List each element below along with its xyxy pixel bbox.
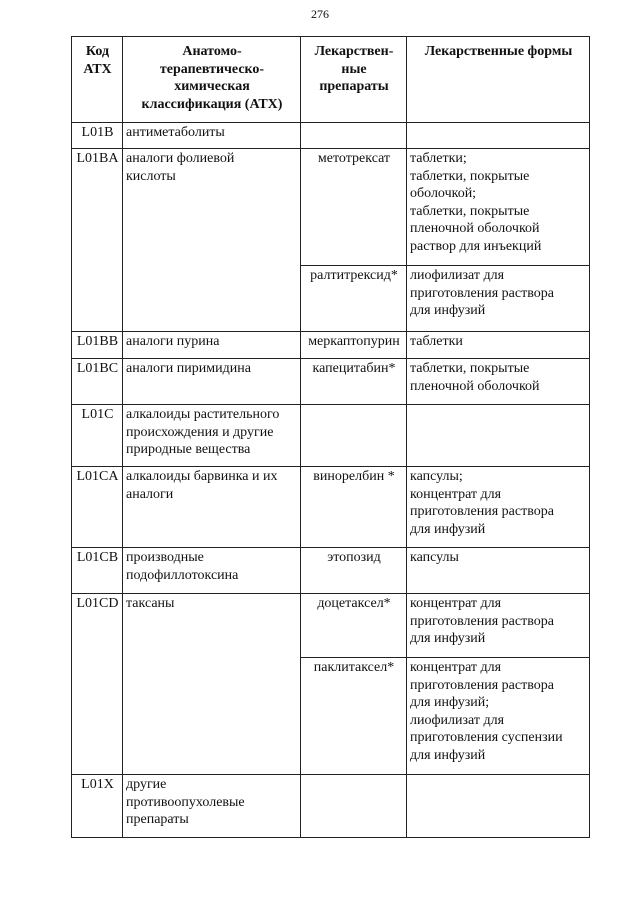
header-forms [407, 37, 590, 123]
table-row [72, 405, 590, 467]
cell-classification [123, 359, 301, 405]
cell-text-line: лиофилизат для [410, 268, 505, 283]
cell-text-line: капсулы; [410, 469, 463, 484]
cell-text-line: меркаптопурин [308, 334, 400, 349]
cell-text-line: приготовления раствора [410, 677, 554, 693]
cell-code: L01BB [72, 332, 123, 359]
cell-code: L01CD [72, 594, 123, 775]
cell-form [407, 775, 590, 838]
cell-text-line: химическая [174, 79, 250, 94]
cell-classification [123, 149, 301, 332]
cell-code: L01C [72, 405, 123, 467]
header-classification [123, 37, 301, 123]
cell-drug [301, 405, 407, 467]
cell-text-line: для инфузий [410, 521, 486, 537]
cell-text-line: для инфузий [410, 631, 486, 646]
cell-text-line: концентрат для [410, 660, 502, 675]
cell-text-line: природные вещества [126, 442, 251, 457]
cell-text-line: таблетки, покрытые [410, 361, 530, 376]
cell-text-line: для инфузий; [410, 695, 490, 710]
cell-form [407, 266, 590, 332]
cell-code: L01BC [72, 359, 123, 405]
cell-text-line: ные [341, 61, 367, 77]
header-drugs [301, 37, 407, 123]
cell-text-line: капсулы [410, 550, 459, 565]
cell-text-line: другие [126, 777, 167, 792]
cell-code: L01BA [72, 149, 123, 332]
cell-text-line: приготовления раствора [410, 504, 554, 519]
cell-text-line: оболочкой; [410, 186, 477, 201]
cell-drug [301, 266, 407, 332]
cell-form [407, 548, 590, 594]
cell-form [407, 405, 590, 467]
cell-text-line: Лекарственные формы [424, 44, 573, 59]
cell-classification [123, 332, 301, 359]
cell-text-line: концентрат для [410, 596, 502, 611]
cell-text-line: винорелбин * [313, 469, 395, 484]
table-row [72, 123, 590, 149]
cell-text-line: Анатомо- [182, 44, 242, 59]
cell-form [407, 149, 590, 266]
cell-text-line: раствор для инъекций [410, 238, 542, 254]
cell-code: L01CA [72, 467, 123, 548]
cell-text-line: производные [126, 550, 204, 565]
cell-text-line: приготовления раствора [410, 613, 554, 629]
cell-text-line: метотрексат [317, 151, 391, 166]
cell-form [407, 467, 590, 548]
cell-text-line: таблетки; [410, 151, 467, 166]
cell-form [407, 359, 590, 405]
cell-text-line: приготовления раствора [410, 285, 554, 301]
cell-text-line: таблетки, покрытые [410, 203, 530, 219]
cell-text-line: аналоги пурина [126, 334, 220, 349]
cell-drug [301, 149, 407, 266]
cell-text-line: Код [85, 44, 110, 59]
cell-classification [123, 548, 301, 594]
cell-text-line: для инфузий [410, 747, 486, 763]
table-row [72, 548, 590, 594]
cell-drug [301, 332, 407, 359]
cell-drug [301, 594, 407, 658]
atx-drug-table [71, 36, 590, 838]
cell-text-line: приготовления суспензии [410, 730, 563, 745]
cell-form [407, 594, 590, 658]
cell-classification [123, 775, 301, 838]
cell-classification [123, 405, 301, 467]
cell-drug [301, 467, 407, 548]
cell-text-line: кислоты [126, 168, 176, 184]
cell-drug [301, 123, 407, 149]
cell-text-line: для инфузий [410, 303, 486, 318]
table-row [72, 149, 590, 266]
cell-text-line: таблетки, покрытые [410, 168, 530, 184]
cell-text-line: аналоги [126, 486, 174, 502]
cell-classification [123, 123, 301, 149]
cell-form [407, 658, 590, 775]
cell-drug [301, 658, 407, 775]
cell-text-line: алкалоиды растительного [126, 407, 280, 422]
table-row [72, 594, 590, 658]
cell-text-line: доцетаксел* [317, 596, 391, 611]
cell-drug [301, 775, 407, 838]
cell-text-line: алкалоиды барвинка и их [126, 469, 278, 484]
table-row [72, 359, 590, 405]
cell-text-line: классификация (АТХ) [141, 96, 283, 112]
cell-text-line: концентрат для [410, 486, 502, 502]
cell-code: L01CB [72, 548, 123, 594]
cell-text-line: капецитабин* [312, 361, 396, 376]
cell-classification [123, 467, 301, 548]
cell-code: L01B [72, 123, 123, 149]
cell-form [407, 123, 590, 149]
cell-text-line: противоопухолевые [126, 794, 245, 810]
cell-code: L01X [72, 775, 123, 838]
table-header-row [72, 37, 590, 123]
cell-text-line: лиофилизат для [410, 712, 505, 728]
cell-text-line: пленочной оболочкой [410, 378, 540, 394]
table-row [72, 775, 590, 838]
table-row [72, 332, 590, 359]
cell-text-line: подофиллотоксина [126, 567, 239, 583]
cell-text-line: Лекарствен- [314, 44, 394, 59]
cell-text-line: аналоги фолиевой [126, 151, 235, 166]
cell-text-line: АТХ [83, 61, 112, 77]
cell-drug [301, 359, 407, 405]
table-row [72, 467, 590, 548]
cell-text-line: препараты [126, 812, 189, 827]
cell-text-line: таксаны [126, 596, 175, 611]
cell-text-line: ралтитрексид* [310, 268, 398, 283]
cell-form [407, 332, 590, 359]
cell-classification [123, 594, 301, 775]
page-number: 276 [311, 7, 329, 21]
cell-text-line: происхождения и другие [126, 424, 274, 440]
cell-text-line: аналоги пиримидина [126, 361, 251, 376]
cell-text-line: пленочной оболочкой [410, 221, 540, 236]
cell-text-line: этопозид [327, 550, 381, 565]
cell-drug [301, 548, 407, 594]
header-code [72, 37, 123, 123]
cell-text-line: препараты [319, 79, 389, 94]
cell-text-line: таблетки [410, 334, 463, 349]
cell-text-line: антиметаболиты [126, 125, 225, 140]
cell-text-line: терапевтическо- [159, 61, 265, 77]
cell-text-line: паклитаксел* [313, 660, 395, 675]
